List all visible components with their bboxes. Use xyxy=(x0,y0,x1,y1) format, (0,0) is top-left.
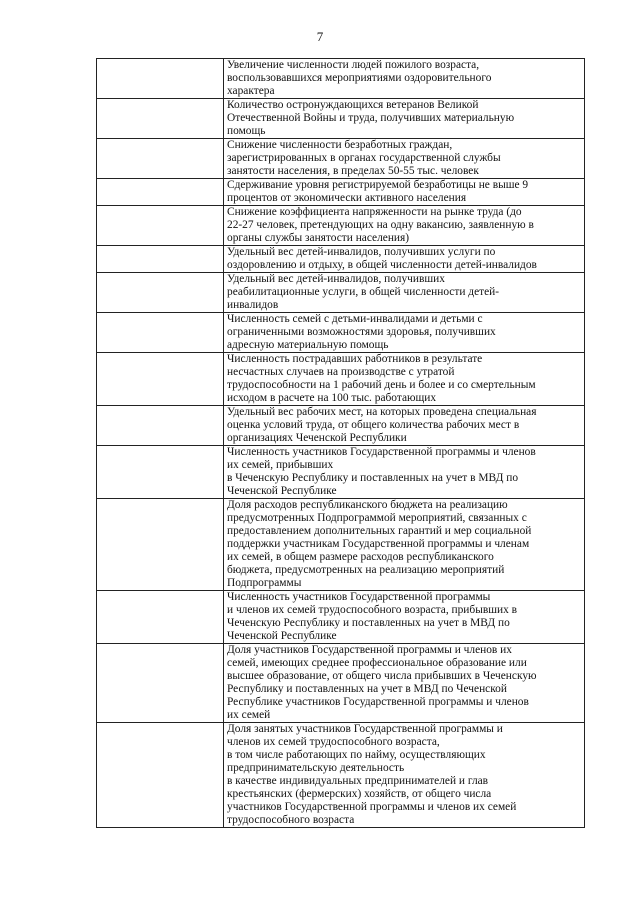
empty-cell xyxy=(97,99,224,139)
empty-cell xyxy=(97,406,224,446)
table-row xyxy=(97,99,585,139)
empty-cell xyxy=(97,313,224,353)
indicator-text: Увеличение численности людей пожилого возраста, воспользовавшихся мероприятиями оздоровительного характера xyxy=(227,59,492,97)
empty-cell xyxy=(97,723,224,828)
indicator-text: Удельный вес рабочих мест, на которых проведена специальная оценка условий труда, от общего количества рабочих мест в организациях Чеченской Республики xyxy=(227,406,537,444)
table-row xyxy=(97,353,585,406)
table-row xyxy=(97,273,585,313)
indicator-text: Доля участников Государственной программы и членов их семей, имеющих среднее профессиональное образование или высшее образование, от общего числа прибывших в Чеченскую Республику и поставленных на учет в МВД по Чеченской Республике участников Государственной программы и членов их семей xyxy=(227,644,537,721)
indicator-cell xyxy=(224,179,585,206)
empty-cell xyxy=(97,644,224,723)
empty-cell xyxy=(97,206,224,246)
table-row xyxy=(97,591,585,644)
table-row xyxy=(97,59,585,99)
table-row xyxy=(97,499,585,591)
indicator-cell xyxy=(224,273,585,313)
indicator-text: Снижение численности безработных граждан, зарегистрированных в органах государственной службы занятости населения, в пределах 50-55 тыс. человек xyxy=(227,139,501,177)
indicator-cell xyxy=(224,246,585,273)
table-row xyxy=(97,179,585,206)
indicator-cell xyxy=(224,446,585,499)
indicator-cell xyxy=(224,313,585,353)
empty-cell xyxy=(97,59,224,99)
empty-cell xyxy=(97,353,224,406)
indicator-text: Удельный вес детей-инвалидов, получивших реабилитационные услуги, в общей численности детей- инвалидов xyxy=(227,273,500,311)
table-row xyxy=(97,313,585,353)
indicator-cell xyxy=(224,723,585,828)
indicator-cell xyxy=(224,591,585,644)
indicator-cell xyxy=(224,353,585,406)
indicator-cell xyxy=(224,406,585,446)
page-number: 7 xyxy=(316,29,324,44)
indicator-text: Численность семей с детьми-инвалидами и детьми с ограниченными возможностями здоровья, получивших адресную материальную помощь xyxy=(227,313,496,351)
empty-cell xyxy=(97,499,224,591)
table-row xyxy=(97,644,585,723)
indicator-text: Сдерживание уровня регистрируемой безработицы не выше 9 процентов от экономически активного населения xyxy=(227,179,529,204)
indicator-text: Доля расходов республиканского бюджета на реализацию предусмотренных Подпрограммой мероприятий, связанных с предоставлением дополнительных гарантий и мер социальной поддержки участникам Государственной программы и членам их семей, в общем размере расходов республиканского бюджета, предусмотренных на реализацию мероприятий Подпрограммы xyxy=(227,499,532,589)
indicator-cell xyxy=(224,59,585,99)
indicator-cell xyxy=(224,206,585,246)
table-row xyxy=(97,446,585,499)
indicator-text: Удельный вес детей-инвалидов, получивших услуги по оздоровлению и отдыху, в общей численности детей-инвалидов xyxy=(227,246,537,271)
indicator-text: Доля занятых участников Государственной программы и членов их семей трудоспособного возраста, в том числе работающих по найму, осуществляющих предпринимательскую деятельность в качестве индивидуальных предпринимателей и глав крестьянских (фермерских) хозяйств, от общего числа участников Государственной программы и членов их семей трудоспособного возраста xyxy=(227,723,517,826)
indicator-text: Численность пострадавших работников в результате несчастных случаев на производстве с утратой трудоспособности на 1 рабочий день и более и со смертельным исходом в расчете на 100 тыс. работающих xyxy=(227,353,536,404)
empty-cell xyxy=(97,139,224,179)
indicator-text: Численность участников Государственной программы и членов их семей трудоспособного возраста, прибывших в Чеченскую Республику и поставленных на учет в МВД по Чеченской Республике xyxy=(227,591,518,642)
empty-cell xyxy=(97,591,224,644)
empty-cell xyxy=(97,179,224,206)
empty-cell xyxy=(97,446,224,499)
indicator-text: Количество остронуждающихся ветеранов Великой Отечественной Войны и труда, получивших материальную помощь xyxy=(227,99,515,137)
empty-cell xyxy=(97,246,224,273)
indicators-table xyxy=(96,58,585,828)
indicator-cell xyxy=(224,644,585,723)
indicator-text: Снижение коэффициента напряженности на рынке труда (до 22-27 человек, претендующих на одну вакансию, заявленную в органы службы занятости населения) xyxy=(227,206,534,244)
indicator-cell xyxy=(224,499,585,591)
table-row xyxy=(97,406,585,446)
table-row xyxy=(97,723,585,828)
indicator-cell xyxy=(224,99,585,139)
table-row xyxy=(97,206,585,246)
table-row xyxy=(97,139,585,179)
empty-cell xyxy=(97,273,224,313)
indicator-text: Численность участников Государственной программы и членов их семей, прибывших в Чеченскую Республику и поставленных на учет в МВД по Чеченской Республике xyxy=(227,446,536,497)
indicator-cell xyxy=(224,139,585,179)
table-row xyxy=(97,246,585,273)
table-body xyxy=(97,59,585,828)
